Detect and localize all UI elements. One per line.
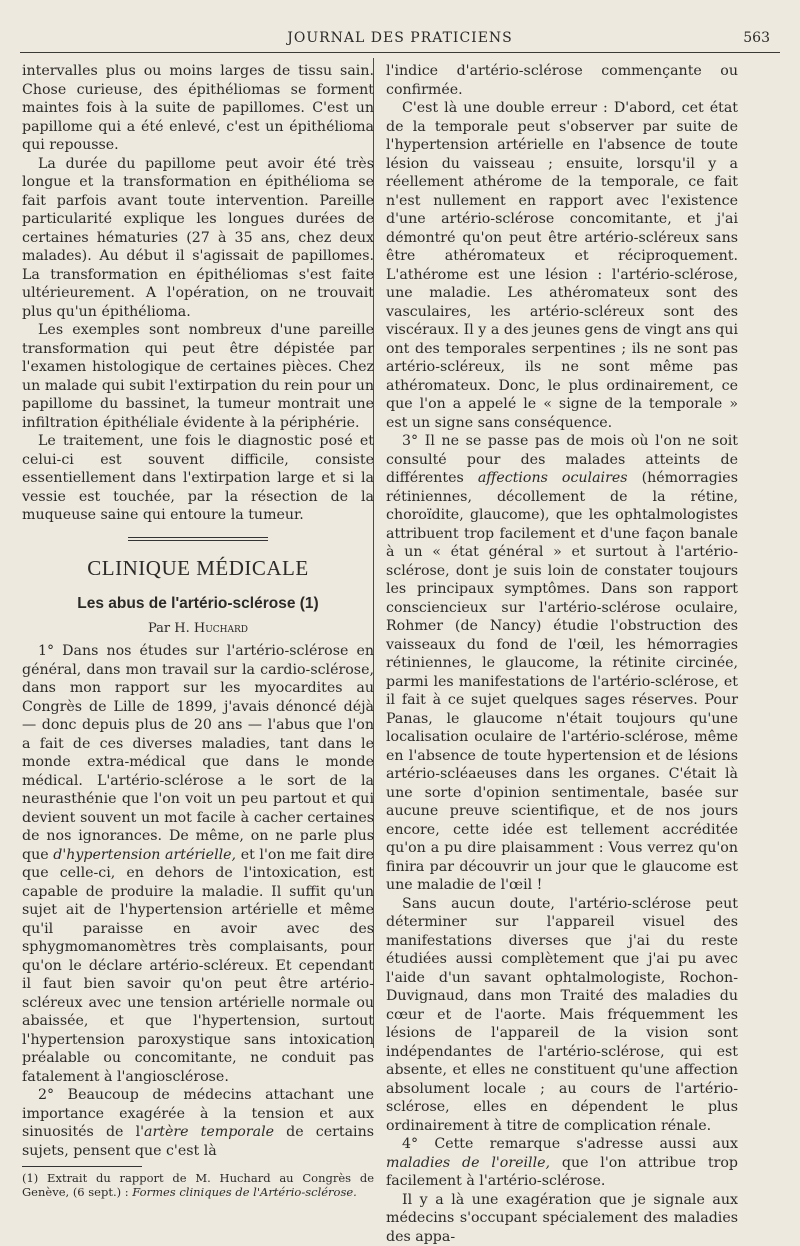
paragraph: C'est là une double erreur : D'abord, cet état de la temporale peut s'observer par suite de l'hypertension artérielle en l'absence de toute lésion du vaisseau ; ensuite, lorsqu'il y a réellement athérome de la temporale, ce fait n'est nullement en rapport avec l'existence d'une artério-sclérose concomitante, et j'ai démontré qu'on peut être artério-scléreux sans être athéromateux et réciproquement. L'athérome est une lésion : l'artério-sclérose, une maladie. Les athéromateux sont des vasculaires, les artério-scléreux sont des viscéraux. Il y a des jeunes gens de vingt ans qui ont des temporales serpentines ; ils ne sont pas artério-scléreux, ils ne sont même pas athéromateux. Donc, le plus ordinairement, ce que l'on a appelé le « signe de la temporale » est un signe sans conséquence.: [386, 99, 738, 432]
paragraph: l'indice d'artério-sclérose commençante ou confirmée.: [386, 62, 738, 99]
text-run: de certains sujets, pensent que c'est là: [22, 1124, 374, 1159]
paragraph: Le traitement, une fois le diagnostic posé et celui-ci est souvent difficile, consiste essentiellement dans l'extirpation large et si la vessie est touchée, par la résection de la muqueuse saine qui entoure la tumeur.: [22, 432, 374, 525]
paragraph: [386, 432, 738, 895]
italic-run: artère temporale: [144, 1124, 274, 1140]
left-column: [22, 62, 374, 1199]
footnote-text: (1) Extrait du rapport de M. Huchard au Congrès de Genève, (6 sept.) :: [22, 1171, 374, 1199]
text-run: 4° Cette remarque s'adresse aussi aux: [402, 1136, 738, 1152]
text-run: 2° Beaucoup de médecins attachant une importance exagérée à la tension et aux sinuosités de l': [22, 1087, 374, 1140]
section-title: CLINIQUE MÉDICALE: [22, 559, 374, 578]
byline-prefix: Par H.: [148, 621, 190, 636]
paragraph: La durée du papillome peut avoir été très longue et la transformation en épithélioma se fait parfois avant toute intervention. Pareille particularité explique les longues durées de certaines hématuries (27 à 35 ans, chez deux malades). Au début il s'agissait de papillomes. La transformation en épithéliomas s'est faite ultérieurement. A l'opération, on ne trouvait plus qu'un épithélioma.: [22, 155, 374, 322]
right-column: [386, 62, 738, 1246]
page-number: 563: [743, 30, 770, 46]
page-header: [20, 30, 780, 53]
italic-run: d'hypertension artérielle,: [53, 847, 236, 863]
byline-author: Huchard: [194, 621, 248, 636]
paragraph: [386, 1135, 738, 1191]
paragraph: [22, 642, 374, 1086]
footnote-italic: Formes cliniques de l'Artério-sclérose.: [132, 1185, 357, 1199]
paragraph: Il y a là une exagération que je signale aux médecins s'occupant spécialement des maladies des appa-: [386, 1191, 738, 1246]
italic-run: affections oculaires: [478, 470, 628, 486]
text-run: 3° Il ne se passe pas de mois où l'on ne soit consulté pour des malades atteints de différentes: [386, 433, 738, 486]
text-run: que l'on attribue trop facilement à l'artério-sclérose.: [386, 1155, 738, 1190]
paragraph: [22, 1086, 374, 1160]
text-run: et l'on me fait dire que celle-ci, en dehors de l'intoxication, est capable de produire la maladie. Il suffit qu'un sujet ait de l'hypertension artérielle et même qu'il paraisse en avoir avec des sphygmomanomètres très complaisants, pour qu'on le déclare artério-scléreux. Et cependant il faut bien savoir qu'on peut être artério-scléreux avec une tension artérielle normale ou abaissée, et que l'hypertension, surtout l'hypertension paroxystique sans intoxication préalable ou concomitante, ne conduit pas fatalement à l'angiosclérose.: [22, 847, 374, 1085]
text-run: (hémorragies rétiniennes, décollement de la rétine, choroïdite, glaucome), que les ophtalmologistes attribuent trop facilement et d'une façon banale à un « état général » et surtout à l'artério-sclérose, dont je suis loin de constater toujours les principaux symptômes. Dans son rapport consciencieux sur l'artério-sclérose oculaire, Rohmer (de Nancy) étudie l'obstruction des vaisseaux du fond de l'œil, les hémorragies rétiniennes, le glaucome, la rétinite circinée, parmi les manifestations de l'artério-sclérose, et il fait à ce sujet quelques sages réserves. Pour Panas, le glaucome n'était toujours qu'une localisation oculaire de l'artério-sclérose, même en l'absence de toute hypertension et de lésions artério-scléaeuses dans les organes. C'était là une sorte d'opinion sentimentale, basée sur aucune preuve scientifique, et de nos jours encore, cette idée est tellement accréditée qu'on a pu dire plaisamment : Vous verrez qu'on finira par découvrir un jour que le glaucome est une maladie de l'œil !: [386, 470, 738, 893]
paragraph: intervalles plus ou moins larges de tissu sain. Chose curieuse, des épithéliomas se forment maintes fois à la suite de papillomes. C'est un papillome qui a été enlevé, c'est un épithélioma qui repousse.: [22, 62, 374, 155]
paragraph: Sans aucun doute, l'artério-sclérose peut déterminer sur l'appareil visuel des manifestations diverses que j'ai du reste étudiées aussi complètement que j'ai pu avec l'aide d'un savant ophtalmologiste, Rochon-Duvignaud, dans mon Traité des maladies du cœur et de l'aorte. Mais fréquemment les lésions de l'appareil de la vision sont indépendantes de l'artério-sclérose, qui est absente, et elles ne constituent qu'une affection absolument locale ; au cours de l'artério-sclérose, elles en dépendent le plus ordinairement à titre de complication rénale.: [386, 895, 738, 1136]
footnote-rule: [22, 1166, 142, 1167]
italic-run: maladies de l'oreille,: [386, 1155, 550, 1171]
running-title: JOURNAL DES PRATICIENS: [20, 30, 780, 46]
byline: [22, 620, 374, 639]
paragraph: Les exemples sont nombreux d'une pareille transformation qui peut être dépistée par l'examen histologique de certaines pièces. Chez un malade qui subit l'extirpation du rein pour un papillome du bassinet, la tumeur montrait une infiltration épithéliale évidente à la périphérie.: [22, 321, 374, 432]
section-separator: [128, 537, 268, 541]
text-run: 1° Dans nos études sur l'artério-sclérose en général, dans mon travail sur la cardio-sclérose, dans mon rapport sur les myocardites au Congrès de Lille de 1899, j'avais dénoncé déjà — donc depuis plus de 20 ans — l'abus que l'on a fait de ces diverses maladies, tant dans le monde extra-médical que dans le monde médical. L'artério-sclérose a le sort de la neurasthénie que l'on voit un peu partout et qui devient souvent un mot facile à cacher certaines de nos ignorances. De même, on ne parle plus que: [22, 643, 374, 863]
footnote: [22, 1171, 374, 1199]
article-title: Les abus de l'artério-sclérose (1): [22, 595, 374, 614]
